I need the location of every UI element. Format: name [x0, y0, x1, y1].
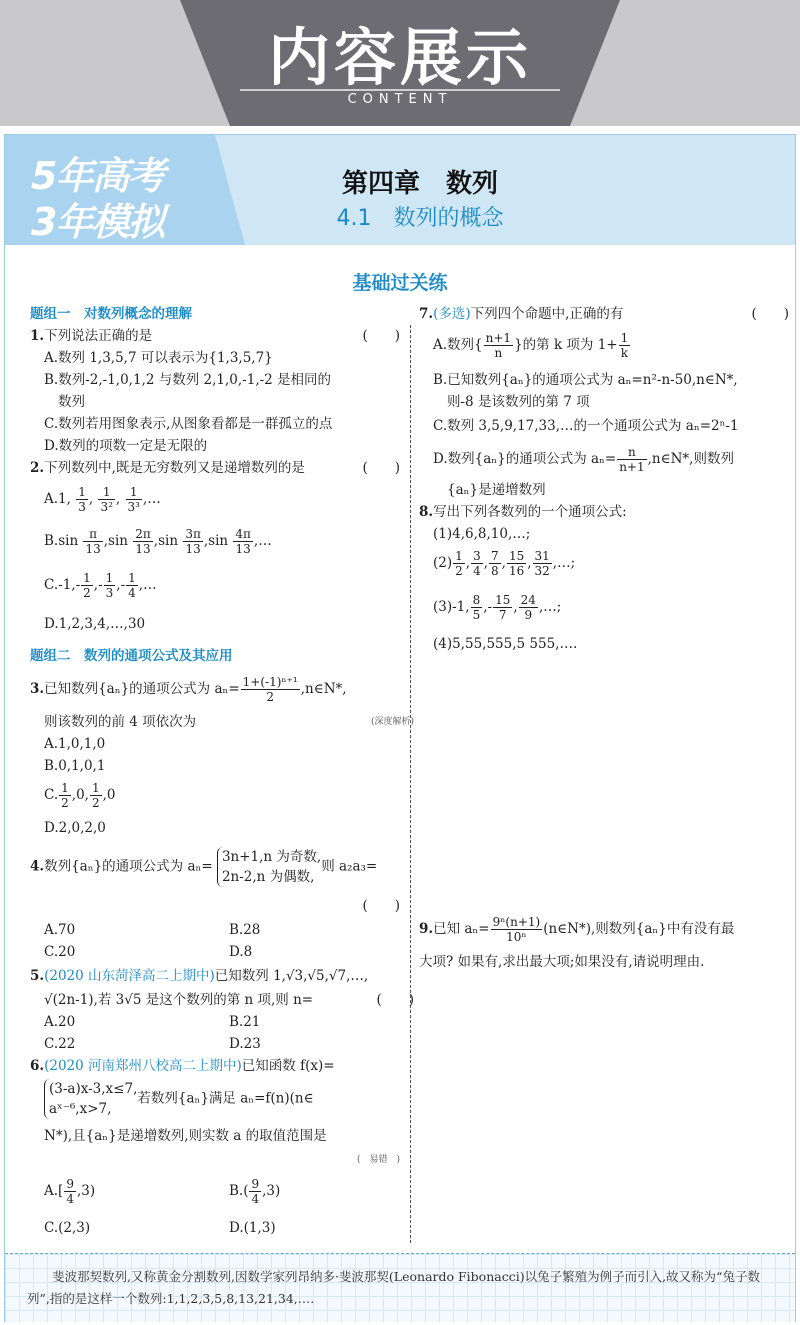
- piecewise-cases: 3n+1,n 为奇数, 2n-2,n 为偶数,: [217, 847, 321, 887]
- question-stem: 已知函数 f(x)=: [241, 1058, 335, 1074]
- deep-analysis-tag: (深度解析): [370, 717, 414, 727]
- q8-sub-2: (2) $\frac{1}{2}$ , $\frac{3}{4}$ , $\frac{7}{8}$ , $\frac{15}{16}$ , $\frac{31}{32}$ ,…;: [433, 549, 576, 578]
- option-a: A.70: [44, 922, 76, 938]
- q8-sub-3: (3)-1, $\frac{8}{5}$ ,- $\frac{15}{7}$ , $\frac{24}{9}$ ,…;: [433, 593, 562, 622]
- answer-blank: ( ): [751, 306, 789, 322]
- option-c: C.数列若用图象表示,从图象看都是一群孤立的点: [44, 416, 333, 432]
- question-9: 9.已知 aₙ= $\frac{\text{9ⁿ(n+1)}}{\text{10ⁿ}}$ (n∈N*),则数列{aₙ}中有没有最: [419, 915, 735, 944]
- question-5-cont: [30, 989, 414, 1011]
- question-number: 3.: [30, 681, 45, 697]
- q5-options-1: [30, 1011, 414, 1033]
- answer-blank: ( ): [376, 992, 414, 1008]
- option-mid: ,0,: [71, 787, 89, 803]
- q7-option-b: B.已知数列{aₙ}的通项公式为 aₙ=n²-n-50,n∈N*,: [433, 372, 738, 388]
- question-stem: 已知数列{aₙ}的通项公式为 aₙ=: [44, 681, 240, 697]
- option-label: C.: [44, 787, 59, 803]
- question-3: [30, 675, 400, 704]
- q7-option-d: D.数列{aₙ}的通项公式为 aₙ= $\frac{n}{n+1}$ ,n∈N*,则数列: [433, 445, 734, 474]
- error-prone-tag: ( 易错 ): [356, 1155, 400, 1165]
- question-6-cont: [30, 1079, 414, 1119]
- question-9-cont: 大项? 如果有,求出最大项;如果没有,请说明理由.: [419, 954, 705, 970]
- q6-options-1: [30, 1177, 414, 1206]
- fraction: $\frac{1}{2}$: [61, 781, 69, 810]
- q7-option-d-cont: {aₙ}是递增数列: [447, 482, 546, 498]
- question-stem-line2: 则该数列的前 4 项依次为: [44, 714, 197, 730]
- piecewise-cases: (3-a)x-3,x≤7, aˣ⁻⁶,x>7,: [44, 1079, 137, 1119]
- question-1: [30, 325, 400, 347]
- option-b: B.28: [229, 922, 261, 938]
- group-2-title: 题组二 数列的通项公式及其应用: [30, 648, 233, 664]
- fraction: $\frac{3\pi}{13}$: [185, 527, 201, 556]
- fraction: $\frac{1}{\text{3³}}$: [127, 485, 140, 514]
- question-source: (多选): [433, 306, 471, 322]
- q6-options-2: [30, 1217, 414, 1239]
- q4-options-2: [30, 941, 414, 963]
- fraction: $\frac{1}{3}$: [78, 485, 86, 514]
- group-1-title: 题组一 对数列概念的理解: [30, 306, 192, 322]
- question-number: 2.: [30, 460, 45, 476]
- option-label: C.-1,: [44, 577, 76, 593]
- fraction: $\frac{1}{2}$: [83, 571, 91, 600]
- q3-option-d: D.2,0,2,0: [44, 820, 106, 836]
- question-4: [30, 847, 400, 887]
- question-number: 9.: [419, 921, 434, 937]
- option-c: C.(2,3): [44, 1220, 91, 1236]
- q2-option-c: C.-1,- $\frac{1}{2}$ ,- $\frac{1}{3}$ ,- $\frac{1}{4}$ ,…: [44, 571, 157, 600]
- question-number: 1.: [30, 328, 45, 344]
- fraction: $\frac{1}{2}$: [91, 781, 100, 810]
- q2-option-a: A.1, $\frac{1}{3}$ , $\frac{1}{\text{3²}}$ , $\frac{1}{\text{3³}}$ ,…: [44, 485, 161, 514]
- option-tail: ,0: [102, 787, 116, 803]
- option-b: B.( $\frac{9}{4}$ ,3): [229, 1177, 281, 1206]
- question-3-cont: [30, 711, 414, 733]
- option-label: B.: [44, 533, 59, 549]
- option-a: A.20: [44, 1014, 76, 1030]
- q4-options-1: [30, 919, 414, 941]
- answer-blank: ( ): [362, 460, 400, 476]
- option-label: A.1,: [44, 491, 71, 507]
- question-stem: 数列{aₙ}的通项公式为 aₙ=: [44, 858, 213, 875]
- q3-option-a: A.1,0,1,0: [44, 736, 106, 752]
- option-c: C.22: [44, 1036, 76, 1052]
- q2-option-b: B.sin $\frac{\pi}{13}$ ,sin $\frac{2\pi}{13}$ ,sin $\frac{3\pi}{13}$ ,sin $\frac{4\pi}{13}$ ,…: [44, 527, 272, 556]
- top-banner: [0, 0, 800, 126]
- question-number: 4.: [30, 858, 45, 875]
- q7-option-b-cont: 则-8 是该数列的第 7 项: [447, 394, 590, 410]
- question-number: 5.: [30, 968, 45, 984]
- question-number: 6.: [30, 1058, 45, 1074]
- option-d: D.数列的项数一定是无限的: [44, 438, 208, 454]
- q7-option-a: A.数列{ $\frac{n+1}{n}$ }的第 k 项为 1+ $\frac{1}{k}$: [433, 331, 629, 360]
- question-stem-tail: 则 a₂a₃=: [321, 858, 378, 875]
- q3-option-c: [30, 781, 414, 810]
- page-frame: [4, 134, 796, 1322]
- question-2: [30, 457, 400, 479]
- question-stem: 下列四个命题中,正确的有: [470, 306, 624, 322]
- option-d: D.23: [229, 1036, 261, 1052]
- option-b-cont: 数列: [58, 394, 85, 410]
- q8-sub-1: (1)4,6,8,10,…;: [433, 526, 531, 542]
- fraction: $\frac{\text{1+(-1)ⁿ⁺¹}}{2}$: [242, 675, 298, 704]
- q2-option-d: D.1,2,3,4,…,30: [44, 616, 146, 632]
- fraction: $\frac{1}{\text{3²}}$: [100, 485, 113, 514]
- fraction: $\frac{2\pi}{13}$: [135, 527, 151, 556]
- question-number: 7.: [419, 306, 434, 322]
- practice-title: 基础过关练: [352, 272, 448, 294]
- footer-note: 斐波那契数列,又称黄金分割数列,因数学家列昂纳多·斐波那契(Leonardo Fibonacci)以兔子繁殖为例子而引入,故又称为“兔子数列”,指的是这样一个数列:1,1,2,3,5,8,13,21,34,….: [27, 1269, 760, 1306]
- q7-option-c: C.数列 3,5,9,17,33,…的一个通项公式为 aₙ=2ⁿ-1: [433, 418, 739, 434]
- question-number: 8.: [419, 504, 434, 520]
- question-7: [419, 303, 789, 325]
- footer-note-box: [5, 1253, 795, 1322]
- option-tail: ,…: [138, 577, 157, 593]
- question-stem: 写出下列各数列的一个通项公式:: [433, 504, 627, 520]
- question-6-line3: N*),且{aₙ}是递增数列,则实数 a 的取值范围是: [44, 1128, 327, 1144]
- q5-options-2: [30, 1033, 414, 1055]
- option-tail: ,…: [142, 491, 161, 507]
- logo-line-1: 5年高考: [31, 154, 164, 198]
- logo-line-2: 3年模拟: [31, 200, 164, 244]
- question-stem-line2: √(2n-1),若 3√5 是这个数列的第 n 项,则 n=: [44, 992, 314, 1008]
- option-tail: ,…: [253, 533, 272, 549]
- banner-subtitle: CONTENT: [347, 92, 453, 107]
- option-b: B.数列-2,-1,0,1,2 与数列 2,1,0,-1,-2 是相同的: [44, 372, 332, 388]
- question-5: [30, 965, 400, 987]
- q8-sub-4: (4)5,55,555,5 555,….: [433, 636, 578, 652]
- question-stem-tail: 若数列{aₙ}满足 aₙ=f(n)(n∈: [137, 1090, 314, 1107]
- option-d: D.8: [229, 944, 253, 960]
- question-source: (2020 河南郑州八校高二上期中): [44, 1058, 242, 1074]
- question-stem: 已知数列 1,√3,√5,√7,…,: [214, 968, 369, 984]
- question-stem: 下列说法正确的是: [44, 328, 153, 344]
- fraction: $\frac{1}{3}$: [105, 571, 114, 600]
- answer-blank: ( ): [362, 898, 400, 914]
- fraction: $\frac{1}{4}$: [128, 571, 136, 600]
- option-a: A.[ $\frac{9}{4}$ ,3): [44, 1177, 96, 1206]
- option-b: B.21: [229, 1014, 261, 1030]
- question-stem-tail: ,n∈N*,: [300, 681, 347, 697]
- section-title: 4.1 数列的概念: [336, 206, 504, 231]
- chapter-header: [5, 135, 795, 245]
- chapter-title: 第四章 数列: [341, 169, 498, 199]
- answer-blank: ( ): [362, 328, 400, 344]
- question-6: [30, 1055, 400, 1077]
- option-d: D.(1,3): [229, 1220, 276, 1236]
- question-source: (2020 山东菏泽高二上期中): [44, 968, 215, 984]
- option-c: C.20: [44, 944, 76, 960]
- q3-option-b: B.0,1,0,1: [44, 758, 106, 774]
- question-stem: 下列数列中,既是无穷数列又是递增数列的是: [44, 460, 305, 476]
- banner-title: 内容展示: [267, 21, 532, 94]
- fraction: $\frac{\pi}{13}$: [85, 527, 101, 556]
- question-8: [419, 501, 789, 523]
- fraction: $\frac{4\pi}{13}$: [235, 527, 251, 556]
- option-a: A.数列 1,3,5,7 可以表示为{1,3,5,7}: [44, 350, 273, 366]
